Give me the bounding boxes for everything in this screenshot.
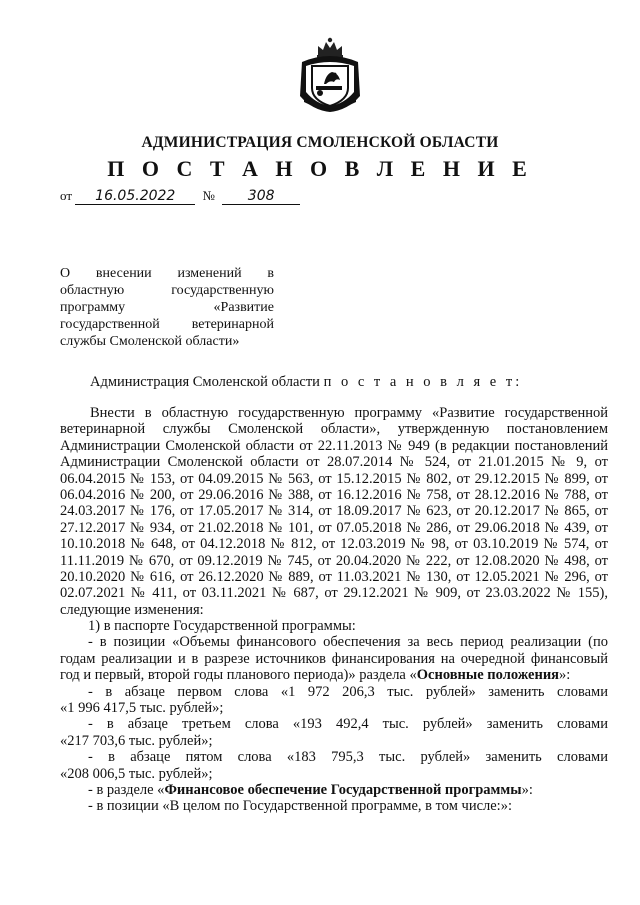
body-line: 24.03.2017 № 176, от 17.05.2017 № 314, от 18.09.2017 № 623, от 20.12.2017 № 865, от: [60, 503, 608, 520]
preamble-text: Администрация Смоленской области: [90, 374, 320, 390]
document-subject: [60, 265, 274, 350]
body-line: 06.04.2016 № 200, от 29.06.2016 № 388, от 16.12.2016 № 758, от 28.12.2016 № 788, от: [60, 486, 608, 503]
body-text: »:: [559, 667, 571, 684]
body-line: - в абзаце третьем слова «193 492,4 тыс. рублей» заменить словами: [88, 716, 608, 733]
subject-line: областную государственную: [60, 283, 274, 298]
body-text: »:: [521, 781, 533, 798]
body-text: - в разделе «: [88, 781, 165, 798]
body-line: «208 006,5 тыс. рублей»;: [60, 765, 213, 782]
body-line: «217 703,6 тыс. рублей»;: [60, 732, 213, 749]
preamble: [90, 374, 522, 391]
body-line-financing-section: [60, 782, 608, 798]
number-prefix: №: [202, 188, 215, 203]
body-line: «1 996 417,5 тыс. рублей»;: [60, 700, 224, 717]
subject-line: О внесении изменений в: [60, 266, 274, 281]
bold-section-name: Основные положения: [416, 667, 560, 684]
document-date: 16.05.2022: [75, 188, 195, 205]
body-line: - в позиции «В целом по Государственной программе, в том числе:»:: [88, 798, 512, 815]
body-line: следующие изменения:: [60, 601, 204, 618]
body-line: - в абзаце первом слова «1 972 206,3 тыс. рублей» заменить словами: [88, 683, 608, 700]
body-line: 10.10.2018 № 648, от 04.12.2018 № 812, от 12.03.2019 № 98, от 03.10.2019 № 574, от: [60, 536, 608, 553]
body-line: 11.11.2019 № 670, от 09.12.2019 № 745, от 20.04.2020 № 222, от 12.08.2020 № 498, от: [60, 552, 608, 569]
body-line: Администрации Смоленской области от 28.07.2014 № 524, от 21.01.2015 № 9, от: [60, 454, 608, 471]
body-line: годам реализации и в разрезе источников финансирования на очередной финансовый: [60, 650, 608, 667]
subject-line: программу «Развитие: [60, 300, 274, 315]
body-line: 27.12.2017 № 934, от 21.02.2018 № 101, от 07.05.2018 № 286, от 29.06.2018 № 439, от: [60, 519, 608, 536]
body-line: ветеринарной службы Смоленской области», утвержденную постановлением: [60, 421, 608, 438]
body-line-main-provisions: [60, 667, 608, 683]
body-line: 06.04.2015 № 153, от 04.09.2015 № 563, от 15.12.2015 № 802, от 29.12.2015 № 899, от: [60, 470, 608, 487]
document-number: 308: [222, 188, 300, 205]
document-body: [60, 405, 608, 815]
organization-title: АДМИНИСТРАЦИЯ СМОЛЕНСКОЙ ОБЛАСТИ: [141, 134, 499, 151]
body-line: 1) в паспорте Государственной программы:: [88, 618, 356, 635]
body-line: - в позиции «Объемы финансового обеспечения за весь период реализации (по: [88, 634, 608, 651]
document-date-line: [60, 188, 300, 205]
body-text: год и первый, второй годы планового периода)» раздела «: [60, 667, 417, 684]
preamble-resolves: п о с т а н о в л я е т:: [323, 374, 523, 390]
body-line: - в абзаце пятом слова «183 795,3 тыс. рублей» заменить словами: [88, 749, 608, 766]
body-line: Администрации Смоленской области от 22.11.2013 № 949 (в редакции постановлений: [60, 437, 608, 454]
subject-line: государственной ветеринарной: [60, 317, 274, 332]
body-line: Внести в областную государственную программу «Развитие государственной: [90, 405, 608, 421]
body-line: 02.07.2021 № 411, от 03.11.2021 № 687, от 29.12.2021 № 909, от 23.03.2022 № 155),: [60, 585, 608, 602]
coat-of-arms-emblem: [296, 36, 364, 114]
document-type-title: П О С Т А Н О В Л Е Н И Е: [107, 156, 533, 181]
subject-line: службы Смоленской области»: [60, 334, 240, 349]
body-line: 20.10.2020 № 616, от 26.12.2020 № 889, от 11.03.2021 № 130, от 12.05.2021 № 296, от: [60, 568, 608, 585]
bold-section-name: Финансовое обеспечение Государственной программы: [164, 781, 522, 798]
date-prefix: от: [60, 188, 73, 203]
